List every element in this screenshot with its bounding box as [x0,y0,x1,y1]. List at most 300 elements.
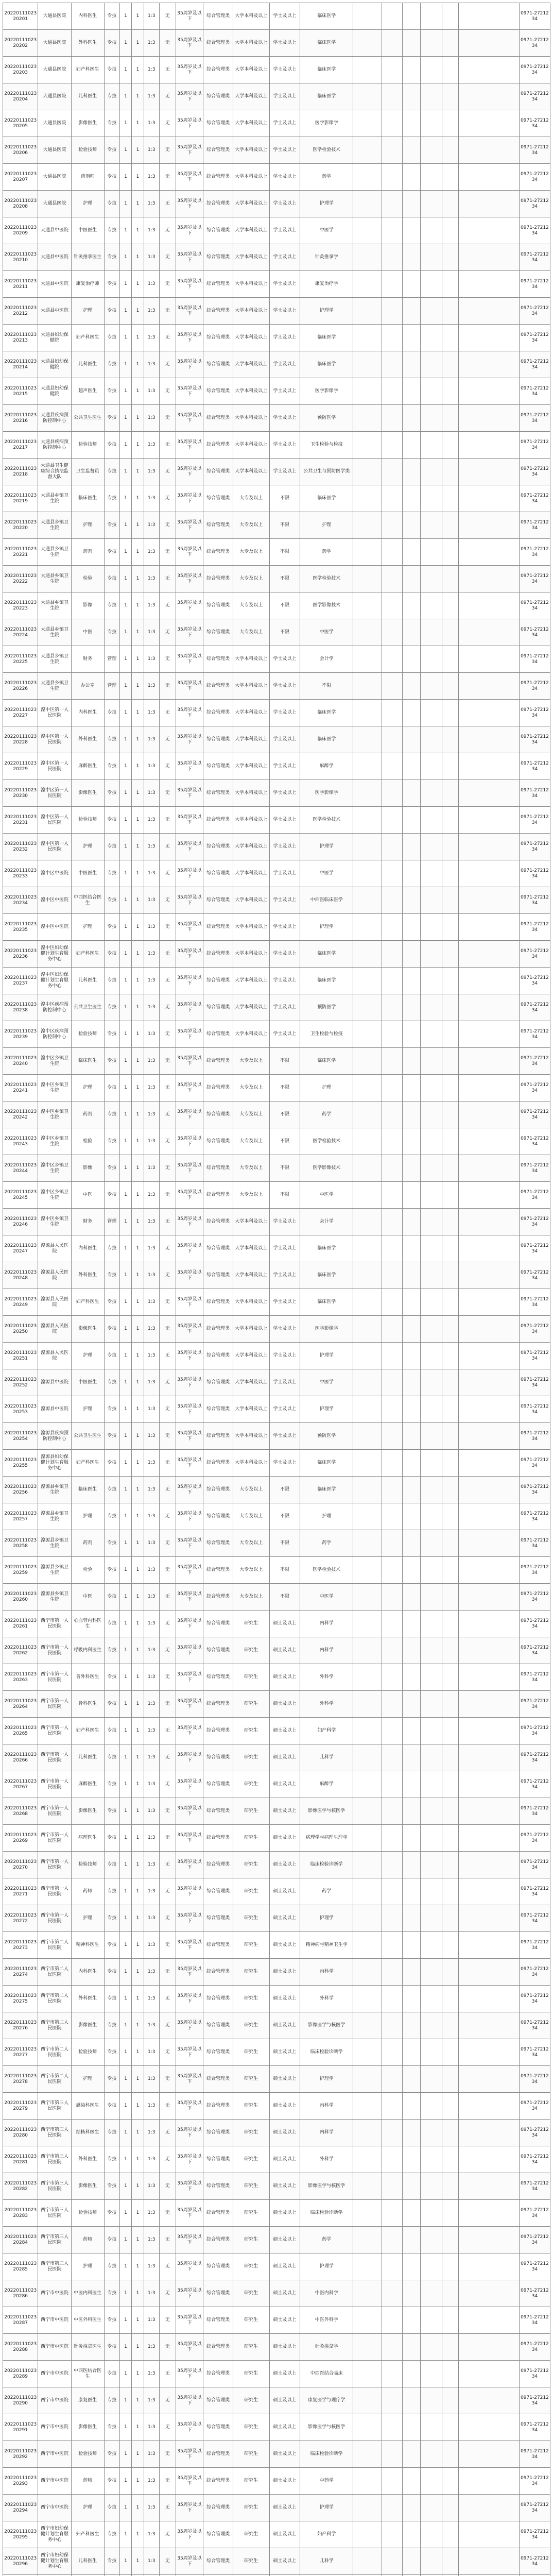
table-cell: 研究生 [233,1718,269,1744]
table-row [3,2146,550,2173]
table-cell: 1 [132,1771,144,1798]
table-cell [459,2200,520,2227]
table-row [3,700,550,726]
table-cell [403,1396,420,1423]
table-cell: 1 [132,1691,144,1718]
table-cell [442,1075,459,1101]
table-cell: 专技 [104,2441,119,2468]
table-cell: 无 [159,1128,176,1155]
table-cell [459,2066,520,2093]
table-row [3,1396,550,1423]
table-cell [420,217,442,244]
table-row [3,539,550,566]
table-row [3,1021,550,1048]
table-cell: 35周岁及以下 [176,914,203,941]
table-cell: 硕士及以上 [269,2441,300,2468]
table-row [3,485,550,512]
table-cell: 2022011102320232 [3,834,38,860]
table-row [3,1798,550,1825]
table-cell: 会计学 [300,646,353,673]
table-cell: 2022011102320282 [3,2173,38,2200]
table-cell: 学士及以上 [269,432,300,459]
table-cell: 1:3 [144,807,159,834]
table-cell: 无 [159,2120,176,2146]
table-cell: 1:3 [144,1155,159,1182]
table-cell: 1 [119,887,132,914]
table-cell: 0971-2721234 [519,30,550,57]
table-cell: 无 [159,217,176,244]
table-cell [403,1316,420,1343]
table-cell [420,485,442,512]
table-cell: 外科医生 [71,1262,104,1289]
table-cell: 护理 [71,512,104,539]
table-cell: 检验技师 [71,807,104,834]
table-cell: 1:3 [144,137,159,164]
table-cell: 综合管理类 [203,807,233,834]
table-cell [420,2039,442,2066]
table-cell: 1 [119,673,132,700]
table-cell [403,1986,420,2012]
table-cell: 专技 [104,2307,119,2334]
table-cell: 综合管理类 [203,1557,233,1584]
table-cell: 1 [119,968,132,994]
table-cell: 1 [132,2280,144,2307]
table-cell: 35周岁及以下 [176,807,203,834]
table-cell [442,1530,459,1557]
table-cell: 1 [132,753,144,780]
table-row [3,298,550,325]
table-cell: 西宁市第二人民医院 [38,1959,71,1986]
table-cell [420,432,442,459]
table-cell: 综合管理类 [203,512,233,539]
table-cell [459,1932,520,1959]
table-row [3,2253,550,2280]
table-row [3,1369,550,1396]
table-cell [403,1664,420,1691]
table-cell: 2022011102320286 [3,2280,38,2307]
table-cell: 硕士及以上 [269,1959,300,1986]
table-cell: 无 [159,83,176,110]
table-cell: 西宁市第二人民医院 [38,2066,71,2093]
table-cell: 35周岁及以下 [176,1637,203,1664]
table-cell: 无 [159,2093,176,2120]
table-cell: 会计学 [300,1209,353,1235]
table-cell: 1:3 [144,485,159,512]
table-cell: 针灸推拿医生 [71,2334,104,2361]
table-cell: 35周岁及以下 [176,2548,203,2575]
table-cell: 1:3 [144,2093,159,2120]
table-cell: 大学本科及以上 [233,1343,269,1369]
table-row [3,2200,550,2227]
table-cell: 1:3 [144,2173,159,2200]
table-cell: 专技 [104,244,119,271]
table-cell [353,1075,382,1101]
table-cell: 0971-2721234 [519,298,550,325]
table-cell: 2022011102320227 [3,700,38,726]
table-cell: 综合管理类 [203,1128,233,1155]
table-cell [353,164,382,191]
table-cell: 1 [132,2414,144,2441]
table-cell: 综合管理类 [203,2146,233,2173]
table-cell: 影像医生 [71,110,104,137]
table-cell: 2022011102320253 [3,1396,38,1423]
table-cell: 2022011102320215 [3,378,38,405]
table-cell: 1 [119,217,132,244]
table-cell: 无 [159,1584,176,1611]
table-cell: 1 [119,2066,132,2093]
table-cell: 西宁市第一人民医院 [38,1878,71,1905]
table-cell [442,1852,459,1878]
table-cell [403,592,420,619]
table-cell: 学士及以上 [269,298,300,325]
table-cell [459,378,520,405]
table-cell: 湟源县人民医院 [38,1343,71,1369]
table-cell [459,2307,520,2334]
table-cell: 1 [119,2146,132,2173]
table-cell: 综合管理类 [203,1075,233,1101]
table-cell [403,726,420,753]
table-cell [403,1021,420,1048]
table-cell: 1 [119,619,132,646]
table-cell [459,1289,520,1316]
table-cell: 无 [159,726,176,753]
table-cell: 大专及以上 [233,1048,269,1075]
table-cell: 综合管理类 [203,164,233,191]
table-cell: 1 [132,2334,144,2361]
table-cell [382,1744,403,1771]
table-cell: 专技 [104,2120,119,2146]
table-cell [382,1021,403,1048]
table-cell: 1:3 [144,1423,159,1450]
table-cell: 护理学 [300,914,353,941]
table-cell: 护理 [71,834,104,860]
table-cell: 1:3 [144,1289,159,1316]
table-cell: 湟中区乡镇卫生院 [38,1182,71,1209]
table-cell: 西宁市第一人民医院 [38,1744,71,1771]
table-cell: 1 [119,405,132,432]
table-cell: 临床医学 [300,700,353,726]
table-cell [353,351,382,378]
table-cell: 专技 [104,1584,119,1611]
table-cell: 1:3 [144,994,159,1021]
table-cell: 专技 [104,860,119,887]
table-cell: 影像医学与核医学 [300,2414,353,2441]
table-cell: 1 [119,1235,132,1262]
table-cell: 西宁市第二人民医院 [38,1986,71,2012]
table-cell: 2022011102320240 [3,1048,38,1075]
table-cell: 1 [132,1450,144,1477]
table-cell: 1:3 [144,1718,159,1744]
table-cell: 影像医生 [71,2012,104,2039]
table-cell: 35周岁及以下 [176,2012,203,2039]
table-cell: 综合管理类 [203,914,233,941]
table-cell: 综合管理类 [203,244,233,271]
table-cell: 1 [132,1932,144,1959]
table-cell: 35周岁及以下 [176,1691,203,1718]
table-cell: 专技 [104,994,119,1021]
table-cell: 0971-2721234 [519,1664,550,1691]
table-cell [353,2495,382,2521]
table-cell [442,1986,459,2012]
table-cell [382,860,403,887]
table-cell: 1 [119,780,132,807]
table-row [3,1771,550,1798]
table-cell: 护理学 [300,1343,353,1369]
table-cell: 学士及以上 [269,700,300,726]
table-cell: 综合管理类 [203,1664,233,1691]
table-cell [353,191,382,217]
table-cell: 35周岁及以下 [176,1048,203,1075]
table-cell [403,110,420,137]
table-cell [442,1691,459,1718]
table-cell: 0971-2721234 [519,512,550,539]
table-cell [382,512,403,539]
table-cell: 研究生 [233,1932,269,1959]
table-cell: 无 [159,378,176,405]
table-cell: 大学本科及以上 [233,57,269,83]
table-cell [403,1637,420,1664]
table-cell: 2022011102320283 [3,2200,38,2227]
table-cell: 1 [132,2495,144,2521]
table-cell [442,191,459,217]
table-cell: 大专及以上 [233,1503,269,1530]
table-cell: 无 [159,1209,176,1235]
table-cell [442,459,459,485]
table-cell [459,1235,520,1262]
table-cell: 医学影像学 [300,1316,353,1343]
table-row [3,2093,550,2120]
table-cell [420,1878,442,1905]
table-row [3,726,550,753]
table-cell: 西宁市中医院 [38,2280,71,2307]
table-cell: 无 [159,110,176,137]
table-cell: 1 [132,2039,144,2066]
table-cell [353,2468,382,2495]
table-cell: 无 [159,1503,176,1530]
table-cell [382,1343,403,1369]
table-cell [353,1584,382,1611]
table-cell: 1 [119,1637,132,1664]
table-cell: 不限 [269,512,300,539]
table-cell: 财务 [71,646,104,673]
table-cell: 湟源县中医院 [38,1396,71,1423]
table-cell: 2022011102320258 [3,1530,38,1557]
table-cell: 无 [159,753,176,780]
table-cell: 1:3 [144,2227,159,2253]
table-cell [382,1986,403,2012]
table-cell: 无 [159,351,176,378]
table-cell: 2022011102320266 [3,1744,38,1771]
table-cell [442,726,459,753]
table-cell: 专技 [104,2066,119,2093]
table-cell: 2022011102320247 [3,1235,38,1262]
table-cell [382,807,403,834]
table-cell: 0971-2721234 [519,2039,550,2066]
table-cell [403,2521,420,2548]
table-cell: 1:3 [144,1369,159,1396]
table-cell [459,351,520,378]
table-cell: 财务 [71,1209,104,1235]
table-cell [353,2146,382,2173]
table-cell: 硕士及以上 [269,1878,300,1905]
table-cell: 0971-2721234 [519,2146,550,2173]
table-cell [420,1316,442,1343]
table-cell [420,1852,442,1878]
table-cell [353,1798,382,1825]
table-cell: 综合管理类 [203,2227,233,2253]
table-cell: 无 [159,646,176,673]
table-cell [353,405,382,432]
table-cell: 大学本科及以上 [233,30,269,57]
table-cell [382,1182,403,1209]
table-cell: 医学影像学 [300,780,353,807]
table-cell: 无 [159,1343,176,1369]
table-cell: 0971-2721234 [519,1048,550,1075]
table-cell: 研究生 [233,1771,269,1798]
table-cell: 35周岁及以下 [176,1852,203,1878]
table-cell [459,1637,520,1664]
table-cell [459,30,520,57]
table-cell [459,1343,520,1369]
table-cell: 研究生 [233,1852,269,1878]
table-cell: 专技 [104,1718,119,1744]
table-cell: 病理医生 [71,1825,104,1852]
table-cell [442,2253,459,2280]
table-cell: 35周岁及以下 [176,2361,203,2387]
table-cell: 综合管理类 [203,191,233,217]
table-cell [459,807,520,834]
table-cell: 0971-2721234 [519,2173,550,2200]
table-cell: 大通县卫生健康综合执法监督大队 [38,459,71,485]
table-cell: 专技 [104,807,119,834]
table-cell: 1 [119,994,132,1021]
table-cell: 2022011102320254 [3,1423,38,1450]
table-cell: 硕士及以上 [269,1798,300,1825]
table-cell: 1:3 [144,2253,159,2280]
table-cell: 35周岁及以下 [176,2521,203,2548]
table-cell: 研究生 [233,2521,269,2548]
table-cell: 外科医生 [71,1986,104,2012]
table-cell: 无 [159,1182,176,1209]
table-cell: 无 [159,325,176,351]
table-cell: 护理 [71,1343,104,1369]
table-cell [403,887,420,914]
table-cell: 硕士及以上 [269,2012,300,2039]
table-cell: 2022011102320225 [3,646,38,673]
table-cell: 药师 [71,2227,104,2253]
table-cell [442,753,459,780]
table-cell: 公共卫生与预防医学类 [300,459,353,485]
table-cell: 无 [159,1289,176,1316]
table-cell: 专技 [104,1825,119,1852]
table-cell: 大学本科及以上 [233,351,269,378]
table-cell: 药学 [300,2227,353,2253]
table-cell: 综合管理类 [203,1959,233,1986]
table-cell: 无 [159,137,176,164]
table-cell: 35周岁及以下 [176,753,203,780]
table-cell [459,1128,520,1155]
table-cell [403,2280,420,2307]
table-cell: 35周岁及以下 [176,887,203,914]
table-cell: 专技 [104,137,119,164]
table-cell [442,2387,459,2414]
table-cell: 专技 [104,1235,119,1262]
table-cell [353,1289,382,1316]
table-cell: 专技 [104,2548,119,2575]
table-cell: 病理学与病理生理学 [300,1825,353,1852]
table-cell [353,2548,382,2575]
table-cell [403,1584,420,1611]
table-cell [353,2441,382,2468]
table-cell [353,2253,382,2280]
table-cell [442,485,459,512]
table-cell [420,673,442,700]
table-cell: 综合管理类 [203,2253,233,2280]
table-cell: 学士及以上 [269,110,300,137]
table-cell [403,459,420,485]
table-cell [420,1771,442,1798]
table-cell: 1:3 [144,1048,159,1075]
table-cell: 2022011102320250 [3,1316,38,1343]
table-cell: 研究生 [233,1664,269,1691]
table-cell: 综合管理类 [203,2200,233,2227]
table-cell: 湟源县人民医院 [38,1289,71,1316]
table-cell: 1 [132,1343,144,1369]
table-cell: 大学本科及以上 [233,432,269,459]
table-cell: 无 [159,1852,176,1878]
table-cell: 综合管理类 [203,2280,233,2307]
table-cell [353,860,382,887]
table-row [3,512,550,539]
table-cell: 0971-2721234 [519,2253,550,2280]
table-cell [459,459,520,485]
table-cell: 专技 [104,1101,119,1128]
table-cell: 大学本科及以上 [233,298,269,325]
table-cell [442,1878,459,1905]
table-cell: 无 [159,485,176,512]
table-cell: 1 [132,2441,144,2468]
table-cell [403,1289,420,1316]
table-cell: 专技 [104,1477,119,1503]
table-cell: 35周岁及以下 [176,1503,203,1530]
table-cell: 35周岁及以下 [176,646,203,673]
table-cell: 专技 [104,1075,119,1101]
table-cell [442,1798,459,1825]
table-cell: 2022011102320265 [3,1718,38,1744]
table-cell: 大通县中医院 [38,244,71,271]
table-cell [442,592,459,619]
table-cell [403,57,420,83]
table-cell: 35周岁及以下 [176,2307,203,2334]
table-cell: 大学本科及以上 [233,1021,269,1048]
table-cell [442,700,459,726]
table-cell [459,780,520,807]
table-cell [403,2334,420,2361]
table-cell [353,566,382,592]
table-cell: 湟中区乡镇卫生院 [38,1128,71,1155]
table-row [3,217,550,244]
table-cell: 综合管理类 [203,887,233,914]
table-cell [353,244,382,271]
table-cell: 专技 [104,1691,119,1718]
table-cell: 护理 [71,2495,104,2521]
table-cell: 大学本科及以上 [233,271,269,298]
table-cell [403,2173,420,2200]
table-cell [353,2093,382,2120]
table-cell: 研究生 [233,1744,269,1771]
table-cell [420,2548,442,2575]
table-cell: 儿科医生 [71,2548,104,2575]
